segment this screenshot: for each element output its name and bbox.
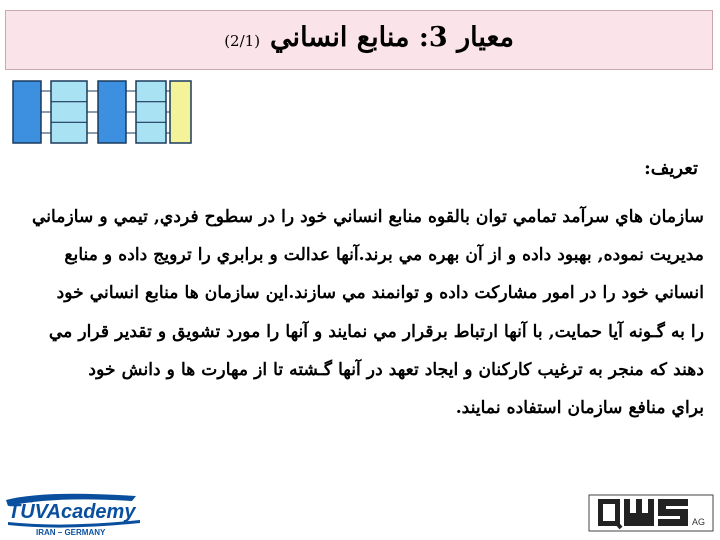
paragraph-line: مديريت نموده, بهبود داده و از آن بهره مي برند.آنها عدالت و برابري را ترويج داده و منابع <box>64 245 704 266</box>
logo-sub-text: IRAN – GERMANY <box>36 528 106 537</box>
title-part-indicator: (2/1) <box>224 32 261 50</box>
enablers-leadership-box <box>13 81 41 143</box>
processes-box <box>98 81 126 143</box>
slide-title <box>224 22 514 53</box>
enablers-resources-column <box>51 81 87 143</box>
logo-main-text: TÜVAcademy <box>8 501 136 523</box>
tuv-academy-logo <box>4 488 144 538</box>
results-column <box>136 81 166 143</box>
qms-ag-logo <box>588 494 714 532</box>
key-results-box <box>170 81 191 143</box>
paragraph-line: براي منافع سازمان استفاده نمايند. <box>455 397 704 418</box>
title-main: معيار 3: منابع انساني <box>270 22 514 53</box>
paragraph-line: را به گـونه آيا حمايت, با آنها ارتباط برقرار مي نمايند و آنها را مورد تشويق و تقدير قرار مي <box>48 321 704 342</box>
paragraph-line: انساني خود را در امور مشاركت داده و توانمند مي سازند.اين سازمان ها منابع انساني خود <box>56 283 704 304</box>
definition-paragraph <box>18 198 704 446</box>
efqm-model-diagram <box>12 80 192 144</box>
title-bar <box>5 10 713 70</box>
logo-suffix-text: AG <box>692 517 706 527</box>
paragraph-line: سازمان هاي سرآمد تمامي توان بالقوه منابع انساني خود را در سطوح فردي, تيمي و سازماني <box>31 207 704 227</box>
paragraph-line: دهند كه منجر به ترغيب كاركنان و ايجاد تعهد در آنها گـشته تا از مهارت ها و دانش خود <box>88 359 704 380</box>
definition-heading: تعريف: <box>644 158 698 179</box>
